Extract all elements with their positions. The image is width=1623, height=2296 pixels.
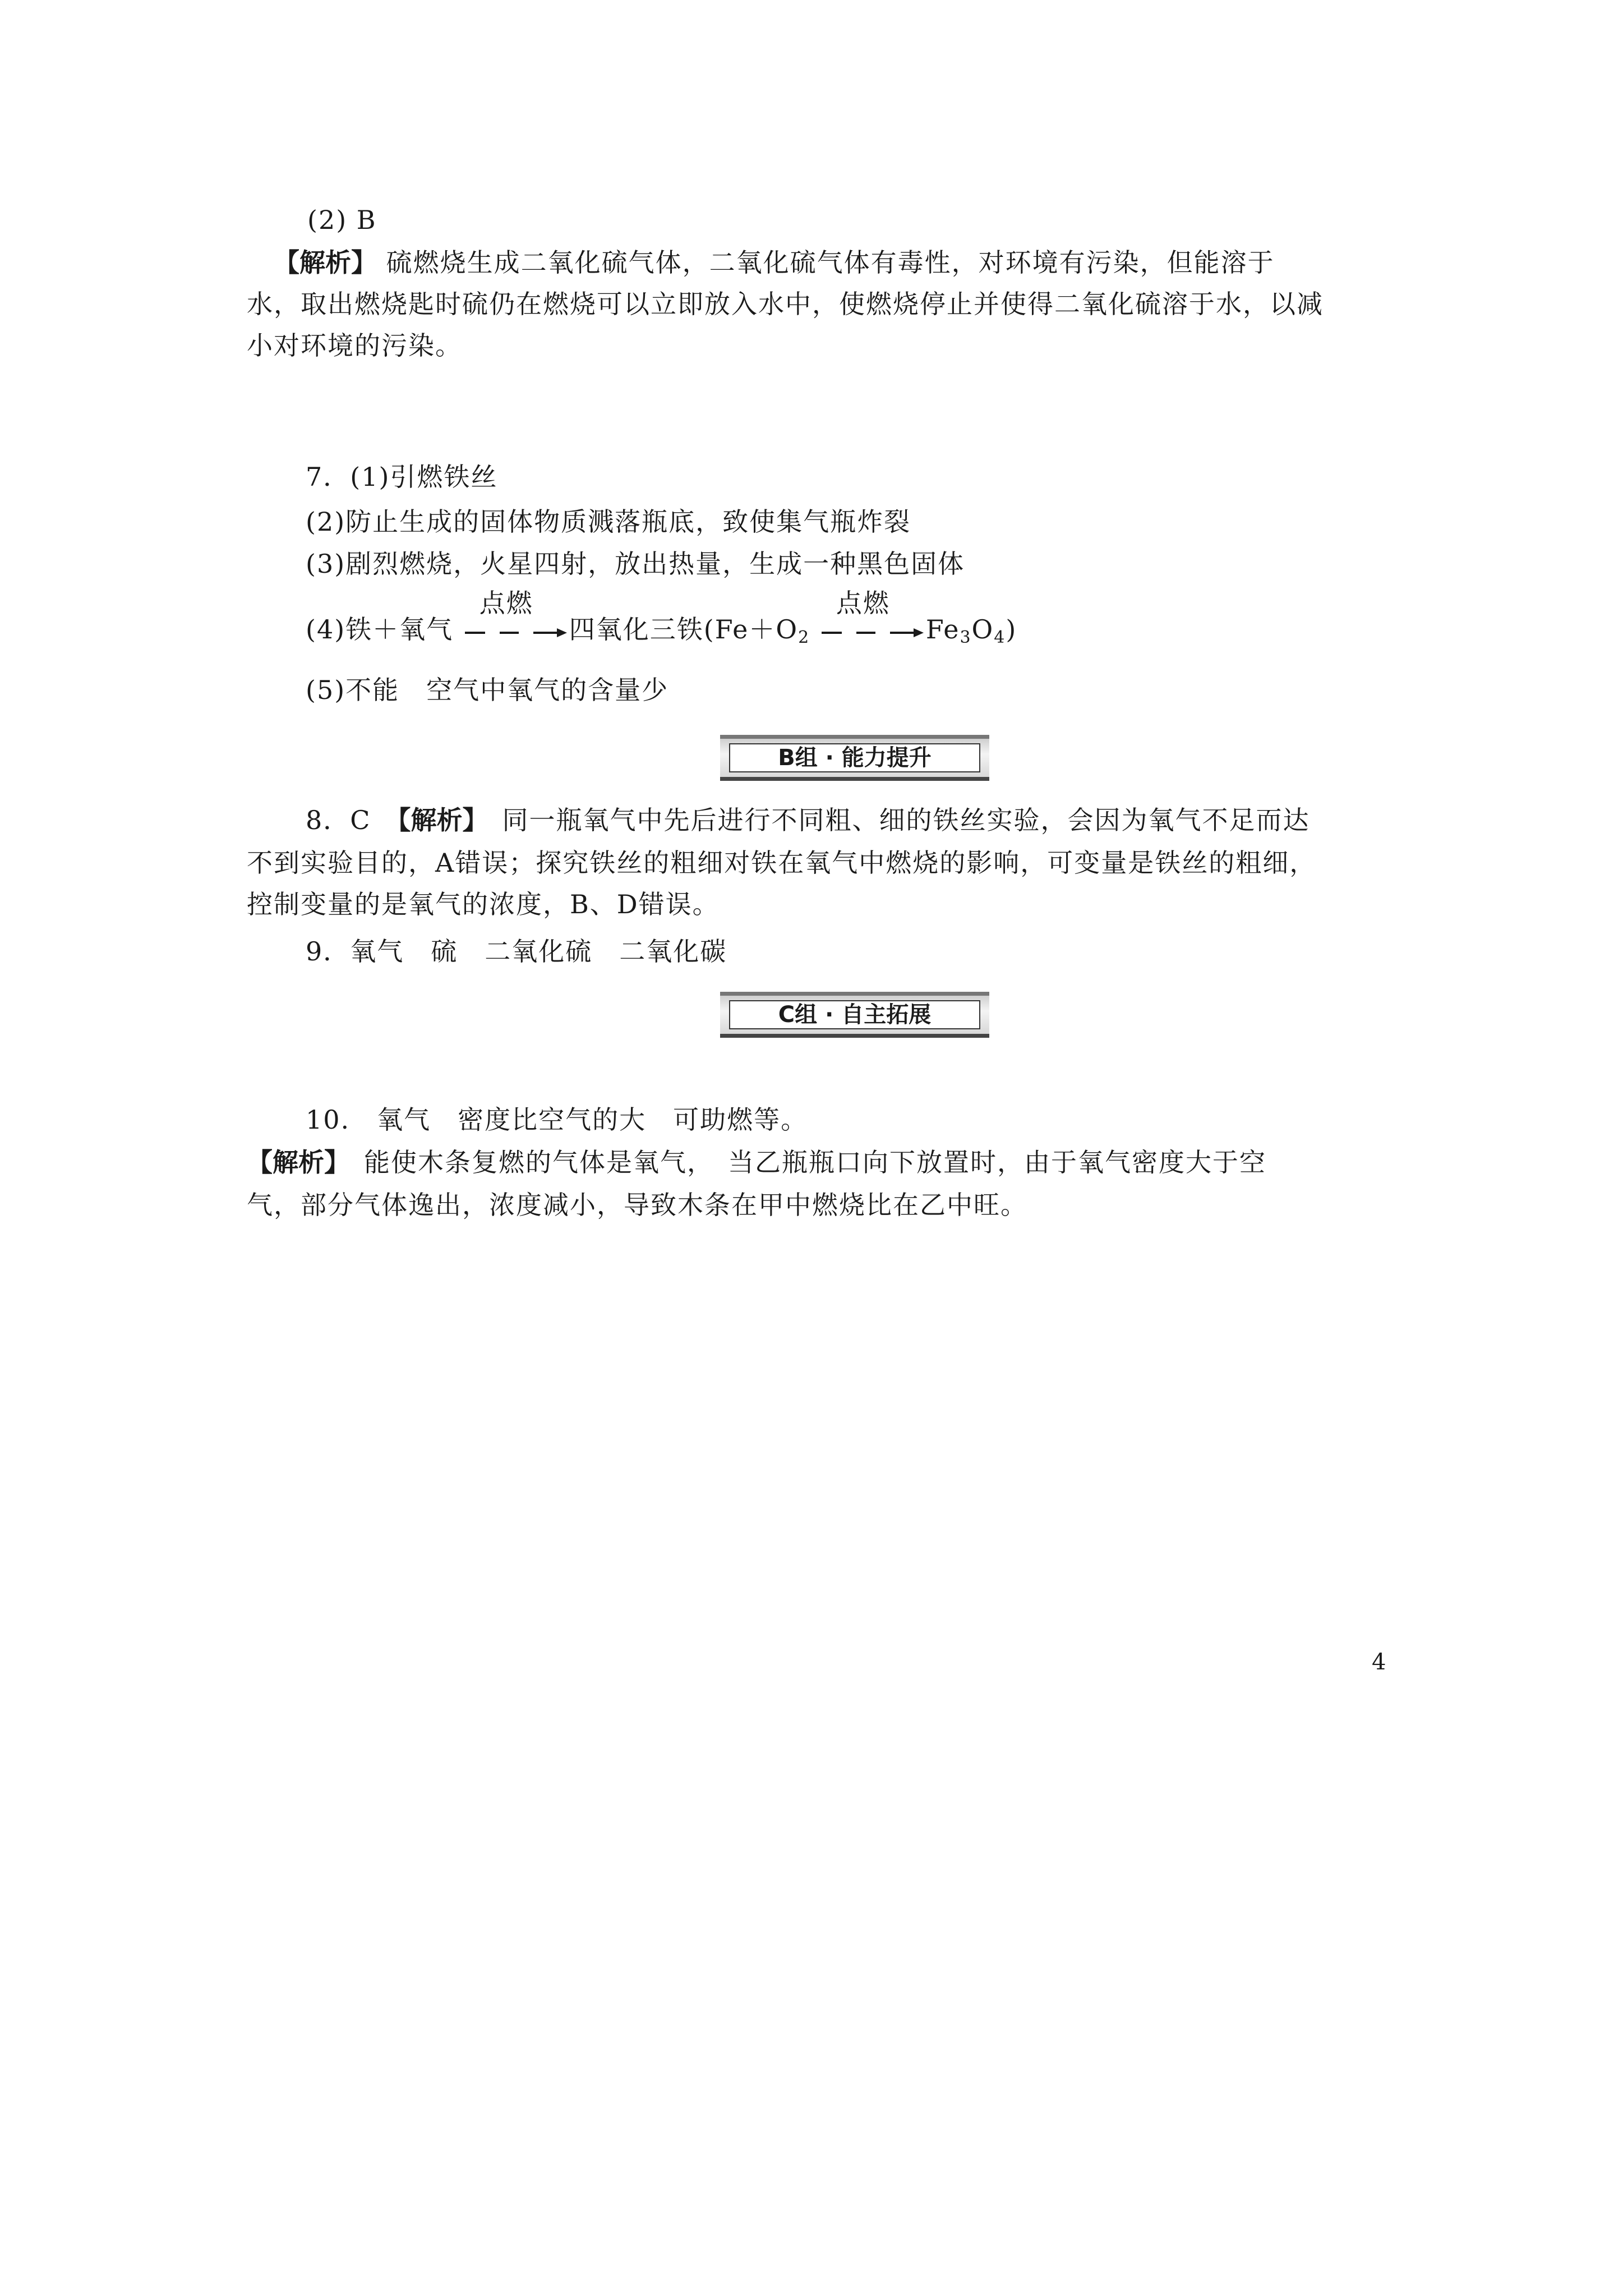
q6-answer: (2) B	[307, 205, 377, 235]
q8-line1: 8．C 【解析】 同一瓶氧气中先后进行不同粗、细的铁丝实验，会因为氧气不足而达	[306, 805, 1310, 835]
q10-analysis-line1: 【解析】 能使木条复燃的气体是氧气， 当乙瓶瓶口向下放置时，由于氧气密度大于空	[247, 1147, 1266, 1177]
arrow-icon	[819, 613, 926, 646]
reaction-arrow	[463, 588, 569, 646]
q7-part5: (5)不能 空气中氧气的含量少	[306, 675, 669, 705]
q7-part4-equation: (4)铁＋氧气 点燃 四氧化三铁($Fe+O_2$ 点燃 $Fe_3O_4$)	[306, 588, 1017, 647]
q6-analysis-line2: 水，取出燃烧匙时硫仍在燃烧可以立即放入水中，使燃烧停止并使得二氧化硫溶于水，以减	[247, 289, 1324, 319]
analysis-tag: 【解析】	[247, 1147, 337, 1177]
q10-answer: 10. 氧气 密度比空气的大 可助燃等。	[306, 1105, 808, 1135]
q7-part2: (2)防止生成的固体物质溅落瓶底，致使集气瓶炸裂	[306, 507, 911, 537]
reaction-arrow	[819, 588, 926, 646]
analysis-tag: 【解析】	[274, 247, 377, 278]
section-banner-c	[720, 992, 989, 1038]
q9-answer: 9．氧气 硫 二氧化硫 二氧化碳	[306, 936, 727, 967]
q7-part1: 7．(1)引燃铁丝	[306, 462, 498, 492]
q10-analysis-line2: 气，部分气体逸出，浓度减小，导致木条在甲中燃烧比在乙中旺。	[247, 1190, 1027, 1220]
section-banner-c-label: C组 · 自主拓展	[729, 1000, 980, 1029]
reaction-condition: 点燃	[836, 588, 890, 618]
q8-line2: 不到实验目的，A错误；探究铁丝的粗细对铁在氧气中燃烧的影响，可变量是铁丝的粗细，	[247, 848, 1317, 878]
arrow-icon	[463, 613, 569, 646]
section-banner-b	[720, 735, 989, 781]
reaction-condition: 点燃	[479, 588, 533, 618]
section-banner-b-label: B组 · 能力提升	[729, 743, 980, 772]
q7-part3: (3)剧烈燃烧，火星四射，放出热量，生成一种黑色固体	[306, 549, 965, 579]
q6-analysis-line1: 【解析】 硫燃烧生成二氧化硫气体，二氧化硫气体有毒性，对环境有污染，但能溶于	[274, 247, 1275, 278]
q8-line3: 控制变量的是氧气的浓度，B、D错误。	[247, 889, 720, 919]
analysis-tag: 【解析】	[398, 805, 476, 835]
page-number: 4	[1372, 1649, 1386, 1675]
q6-analysis-line3: 小对环境的污染。	[247, 330, 462, 361]
